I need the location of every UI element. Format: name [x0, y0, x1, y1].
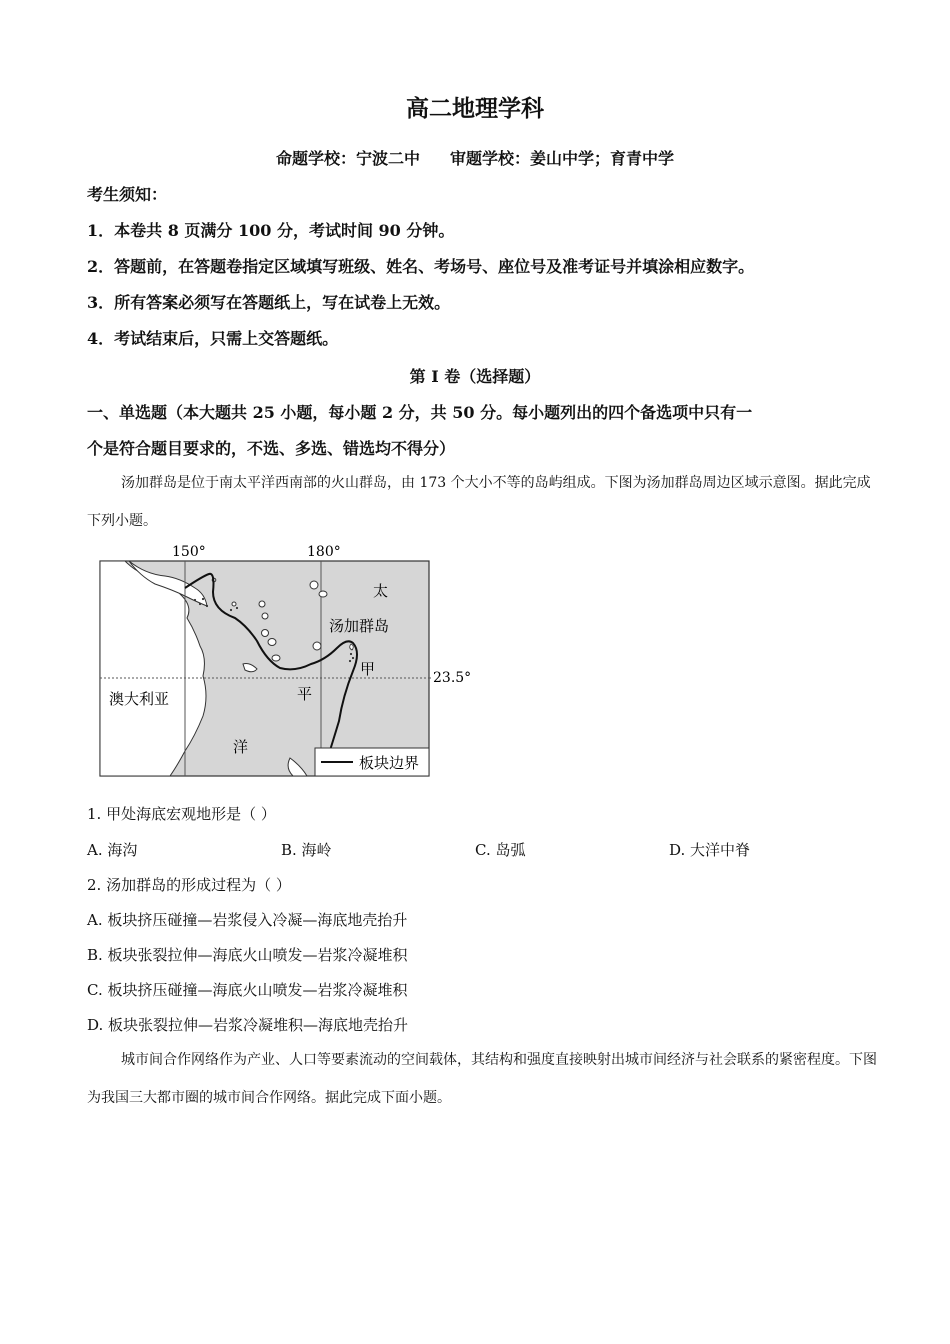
- label-tai: 太: [373, 582, 389, 600]
- label-tonga-islands: 汤加群岛: [329, 617, 390, 635]
- island: [262, 630, 269, 637]
- page-title: 高二地理学科: [406, 95, 544, 122]
- label-ping: 平: [297, 685, 313, 703]
- material-paragraph-2: 城市间合作网络作为产业、人口等要素流动的空间载体，其结构和强度直接映射出城市间经济与社会联系的紧密程度。下图为我国三大都市圈的城市间合作网络。据此完成下面小题。: [87, 1052, 877, 1106]
- island: [232, 602, 236, 606]
- island: [262, 613, 268, 619]
- part-heading-line2: 个是符合题目要求的，不选、多选、错选均不得分）: [87, 439, 456, 458]
- label-yang: 洋: [233, 738, 249, 756]
- longitude-label-150: 150°: [172, 544, 206, 560]
- setter-school: 命题学校：宁波二中: [275, 149, 420, 168]
- notice-item: 4．考试结束后，只需上交答题纸。: [87, 329, 339, 348]
- question-2-option-b: B. 板块张裂拉伸—海底火山喷发—岩浆冷凝堆积: [87, 946, 408, 964]
- notice-item: 2．答题前，在答题卷指定区域填写班级、姓名、考场号、座位号及准考证号并填涂相应数字。: [87, 257, 755, 276]
- question-1-option-b: B. 海岭: [281, 841, 332, 859]
- tonga-region-map: [85, 536, 485, 782]
- question-2-option-c: C. 板块挤压碰撞—海底火山喷发—岩浆冷凝堆积: [87, 981, 408, 999]
- island: [272, 655, 280, 661]
- island: [310, 581, 318, 589]
- question-1-stem: 1. 甲处海底宏观地形是（ ）: [87, 805, 276, 823]
- question-2-option-d: D. 板块张裂拉伸—岩浆冷凝堆积—海底地壳抬升: [87, 1016, 409, 1034]
- volume-heading: 第 I 卷（选择题）: [409, 367, 541, 386]
- label-jia: 甲: [360, 660, 376, 678]
- island: [319, 591, 327, 597]
- island: [259, 601, 265, 607]
- part-heading-line1: 一、单选题（本大题共 25 小题，每小题 2 分，共 50 分。每小题列出的四个备选项中只有一: [87, 403, 753, 422]
- question-2-option-a: A. 板块挤压碰撞—岩浆侵入冷凝—海底地壳抬升: [87, 911, 408, 929]
- reviewer-school: 审题学校：姜山中学；育青中学: [450, 149, 675, 168]
- school-info: [0, 146, 950, 169]
- question-2-stem: 2. 汤加群岛的形成过程为（ ）: [87, 876, 291, 894]
- notice-item: 1．本卷共 8 页满分 100 分，考试时间 90 分钟。: [87, 221, 455, 240]
- longitude-label-180: 180°: [307, 544, 341, 560]
- legend-label: 板块边界: [359, 754, 420, 772]
- notice-heading: 考生须知：: [87, 185, 168, 204]
- latitude-label: 23.5°: [433, 670, 472, 686]
- question-1-option-c: C. 岛弧: [475, 841, 526, 859]
- island: [313, 642, 321, 650]
- question-1-option-d: D. 大洋中脊: [669, 841, 751, 859]
- notice-item: 3．所有答案必须写在答题纸上，写在试卷上无效。: [87, 293, 451, 312]
- island: [268, 639, 276, 646]
- material-paragraph-1: 汤加群岛是位于南太平洋西南部的火山群岛，由 173 个大小不等的岛屿组成。下图为汤加群岛周边区域示意图。据此完成下列小题。: [87, 475, 871, 529]
- label-australia: 澳大利亚: [109, 690, 170, 708]
- question-1-option-a: A. 海沟: [87, 841, 138, 859]
